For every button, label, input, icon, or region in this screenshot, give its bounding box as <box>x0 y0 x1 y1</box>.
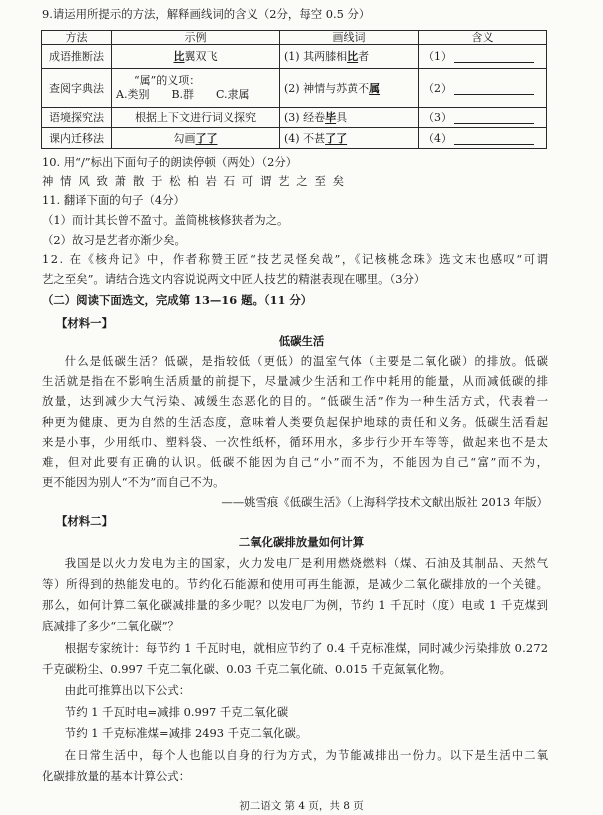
q9-table <box>41 30 547 149</box>
word-text: 具 <box>336 111 348 124</box>
underlined-char: 毕 <box>325 111 337 124</box>
word-cell <box>280 128 419 149</box>
word-cell <box>280 69 419 108</box>
material1-label: 【材料一】 <box>56 316 113 330</box>
material2-title: 二氧化碳排放量如何计算 <box>238 535 365 549</box>
table-row <box>42 69 547 108</box>
material2-line: 等）所得到的热能发电的。节约化石能源和使用可再生能源，是减少二氧化碳排放的一个关键。 <box>42 577 549 591</box>
example-text: 勾画 <box>173 131 196 145</box>
material2-line: 在日常生活中，每个人也能以自身的行为方式，为节能减排出一份力。以下是生活中二氧 <box>64 748 550 762</box>
example-cell <box>112 45 280 69</box>
q11-item: （1）而计其长曾不盈寸。盖简桃核修狭者为之。 <box>42 213 289 227</box>
material2-line: 由此可推算出以下公式： <box>64 683 191 697</box>
meaning-number: （1） <box>423 50 452 63</box>
meaning-cell <box>419 69 547 108</box>
word-cell <box>280 108 419 128</box>
material1-line: 种更为健康、更为自然的生活态度，意味着人类要负起保护地球的责任和义务。低碳生活看起 <box>42 415 549 429</box>
underlined-char: 了了 <box>325 131 348 145</box>
q12-line: 12. 在《核舟记》中，作者称赞王匠“技艺灵怪矣哉”，《记核桃念珠》选文末也感叹“可谓 <box>42 252 550 266</box>
answer-blank <box>454 113 534 124</box>
word-text: 者 <box>358 50 370 63</box>
header-word: 画线词 <box>280 31 419 45</box>
word-text: (2) 神情与苏黄不 <box>284 81 370 95</box>
q10-sentence: 神 情 风 致 萧 散 于 松 柏 岩 石 可 谓 艺 之 至 矣 <box>42 174 346 188</box>
meaning-cell <box>419 108 547 128</box>
material1-line: 难，但对此要有正确的认识。低碳不能因为自己“小”而不为，不能因为自己“富”而不为， <box>42 455 550 469</box>
example-cell <box>112 69 280 108</box>
header-example: 示例 <box>112 31 280 45</box>
material2-line: 千克碳粉尘、0.997 千克二氧化碳、0.03 千克二氧化硫、0.015 千克氮氧化物。 <box>42 662 451 676</box>
table-header-row <box>42 31 547 45</box>
material1-line: 什么是低碳生活？低碳，是指较低（更低）的温室气体（主要是二氧化碳）的排放。低碳 <box>64 354 550 368</box>
part2-heading: （二）阅读下面选文，完成第 13—16 题。（11 分） <box>42 293 313 307</box>
underlined-char: 比 <box>173 50 185 63</box>
word-text: (1) 其两膝相 <box>284 50 348 63</box>
q9-prompt: 9.请运用所提示的方法，解释画线词的含义（2分，每空 0.5 分） <box>42 7 371 21</box>
method-cell: 成语推断法 <box>42 45 112 69</box>
answer-blank <box>454 84 534 95</box>
formula-line: 节约 1 千瓦时电=减排 0.997 千克二氧化碳 <box>64 705 289 719</box>
formula-line: 节约 1 千克标准煤=减排 2493 千克二氧化碳。 <box>64 726 308 740</box>
meaning-number: （4） <box>423 131 452 145</box>
answer-blank <box>454 134 534 145</box>
example-line: A.类别 B.群 C.隶属 <box>116 88 250 101</box>
material2-line: 底减排了多少“二氧化碳”？ <box>42 619 179 633</box>
example-text: 翼双飞 <box>184 50 218 63</box>
method-cell: 查阅字典法 <box>42 69 112 108</box>
word-text: (3) 经卷 <box>284 111 326 124</box>
material1-title: 低碳生活 <box>278 334 325 348</box>
example-cell: 根据上下文进行词义探究 <box>112 108 280 128</box>
material2-line: 那么，如何计算二氧化碳减排量的多少呢？以发电厂为例，节约 1 千瓦时（度）电或 1 千克煤到 <box>42 598 549 612</box>
header-method: 方法 <box>42 31 112 45</box>
q11-prompt: 11. 翻译下面的句子（4分） <box>42 193 185 207</box>
material1-source: ——姚雪痕《低碳生活》（上海科学技术文献出版社 2013 年版） <box>221 495 548 509</box>
meaning-number: （2） <box>423 81 452 95</box>
word-cell <box>280 45 419 69</box>
material1-line: 放量，达到减少大气污染、减缓生态恶化的目的。“低碳生活”作为一种生活方式，代表着一 <box>42 394 550 408</box>
table-row <box>42 108 547 128</box>
material2-line: 根据专家统计：每节约 1 千瓦时电，就相应节约了 0.4 千克标准煤，同时减少污染排放 0.272 <box>64 641 549 655</box>
underlined-char: 属 <box>369 81 381 95</box>
meaning-cell <box>419 128 547 149</box>
underlined-char: 比 <box>347 50 359 63</box>
table-row <box>42 128 547 149</box>
q10-prompt: 10. 用“/”标出下面句子的朗读停顿（两处）（2分） <box>42 155 298 169</box>
material1-line: 生活就是指在不影响生活质量的前提下，尽量减少生活和工作中耗用的能量，从而减低碳的排 <box>42 374 549 388</box>
method-cell: 语境探究法 <box>42 108 112 128</box>
example-cell <box>112 128 280 149</box>
header-meaning: 含义 <box>419 31 547 45</box>
q11-item: （2）故习是艺者亦渐少矣。 <box>42 233 186 247</box>
q12-line: 艺之至矣”。请结合选文内容说说两文中匠人技艺的精湛表现在哪里。（3分） <box>42 272 426 286</box>
method-cell: 课内迁移法 <box>42 128 112 149</box>
page-footer: 初二语文 第 4 页，共 8 页 <box>239 800 364 812</box>
answer-blank <box>454 52 534 63</box>
material1-line: 来是小事，少用纸巾、塑料袋、一次性纸杯，循环用水，多步行少开车等等，做起来也不是太 <box>42 435 549 449</box>
example-line: “属”的义项： <box>134 74 201 87</box>
material2-line: 我国是以火力发电为主的国家，火力发电厂是利用燃烧燃料（煤、石油及其制品、天然气 <box>64 556 550 570</box>
meaning-cell <box>419 45 547 69</box>
material2-line: 化碳排放量的基本计算公式： <box>42 769 191 783</box>
material1-line: 更不能因为别人“不为”而自己不为。 <box>42 475 225 489</box>
meaning-number: （3） <box>423 111 452 124</box>
word-text: (4) 不甚 <box>284 131 326 145</box>
material2-label: 【材料二】 <box>56 514 113 528</box>
underlined-char: 了了 <box>195 131 218 145</box>
table-row <box>42 45 547 69</box>
